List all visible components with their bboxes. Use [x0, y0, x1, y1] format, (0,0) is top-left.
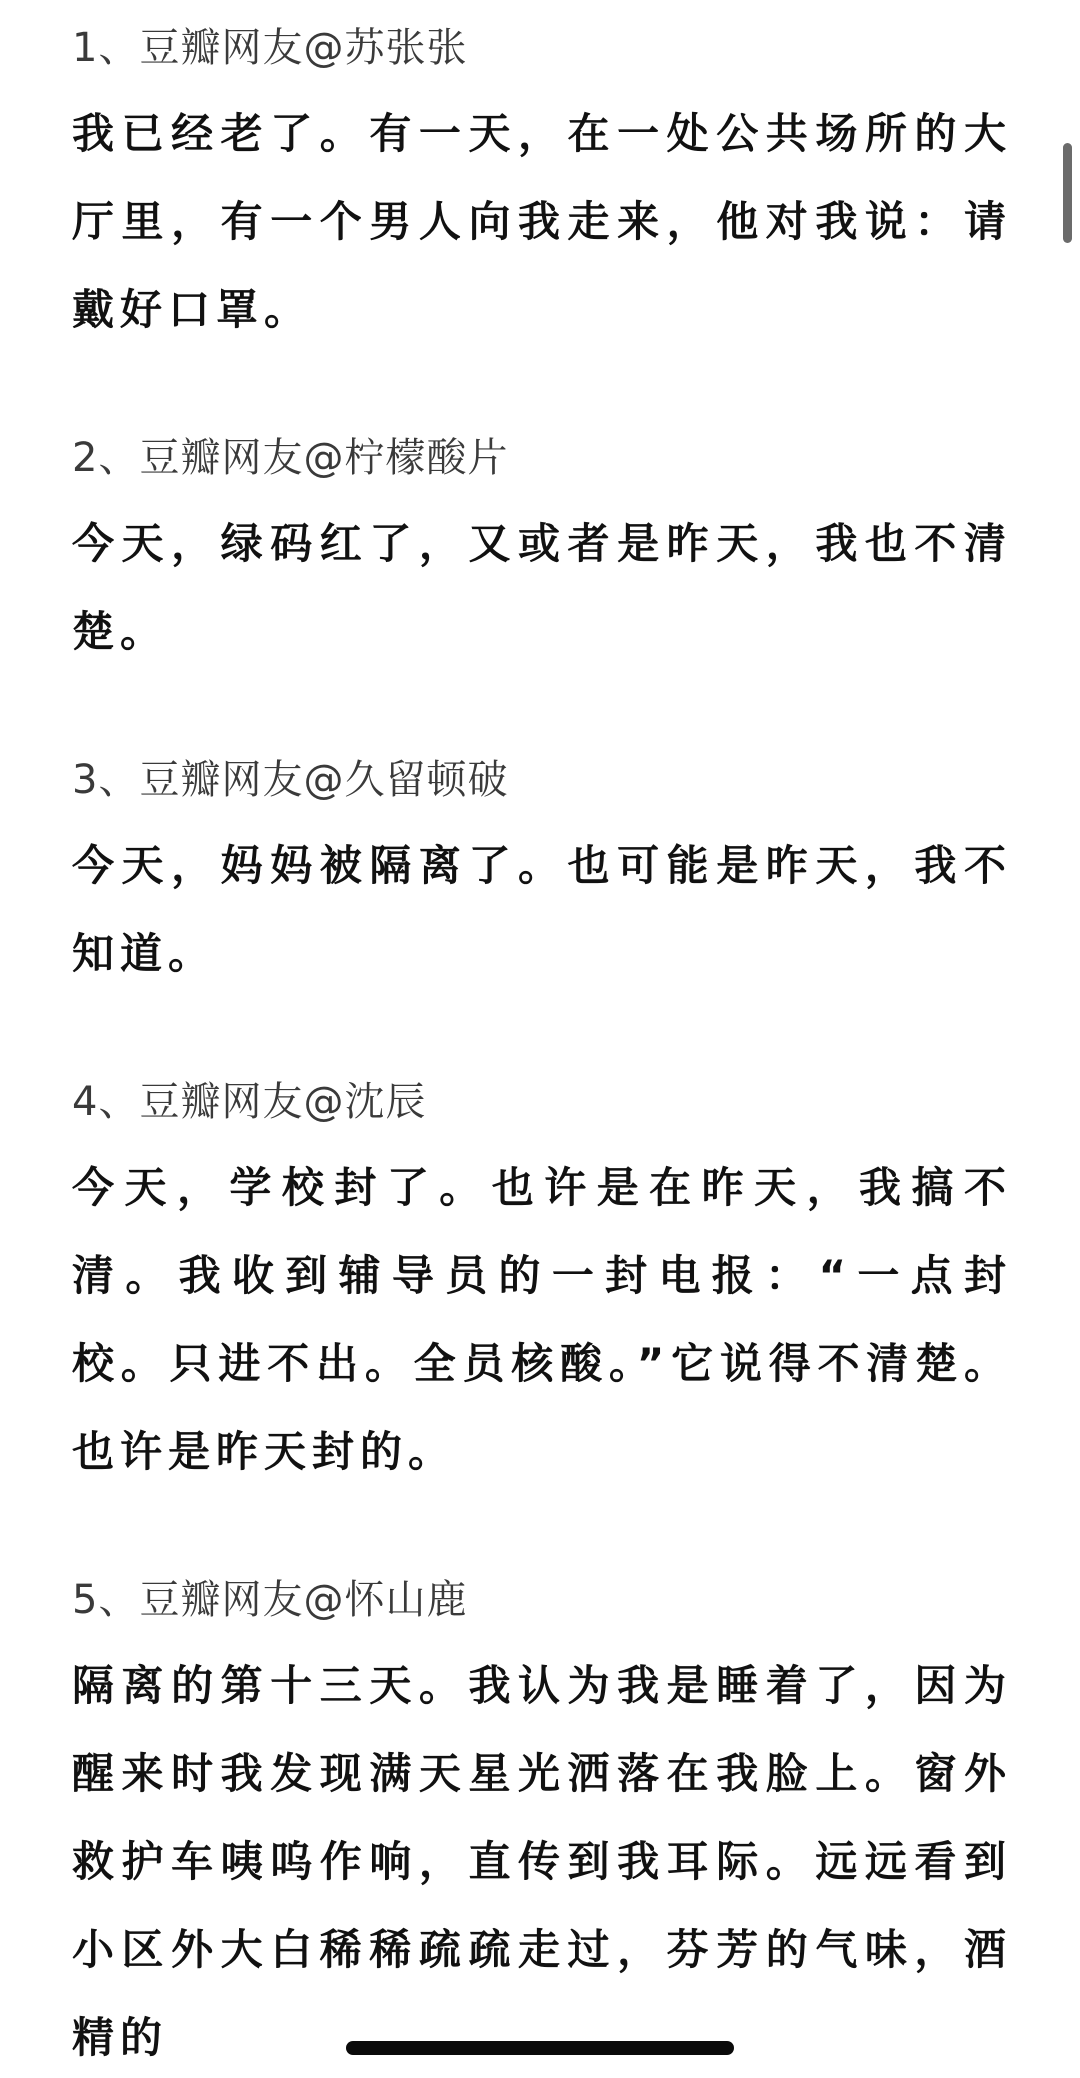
entry-heading: 1、豆瓣网友@苏张张	[72, 25, 468, 71]
list-item	[72, 744, 1012, 998]
entry-heading: 5、豆瓣网友@怀山鹿	[72, 1577, 468, 1623]
entry-body: 今天，绿码红了，又或者是昨天，我也不清楚。	[72, 519, 1012, 656]
entry-heading: 3、豆瓣网友@久留顿破	[72, 757, 509, 803]
article-content	[72, 12, 1012, 2078]
list-item	[72, 1564, 1012, 2078]
list-item	[72, 1066, 1012, 1496]
entry-heading: 2、豆瓣网友@柠檬酸片	[72, 435, 509, 481]
home-indicator[interactable]	[346, 2041, 734, 2055]
entry-heading: 4、豆瓣网友@沈辰	[72, 1079, 427, 1125]
list-item	[72, 12, 1012, 354]
entry-body: 今天，妈妈被隔离了。也可能是昨天，我不知道。	[72, 841, 1012, 978]
entry-body: 今天，学校封了。也许是在昨天，我搞不清。我收到辅导员的一封电报：“一点封校。只进不出。全员核酸。”它说得不清楚。也许是昨天封的。	[72, 1163, 1012, 1476]
scrollbar-thumb[interactable]	[1063, 143, 1072, 243]
entry-body: 隔离的第十三天。我认为我是睡着了，因为醒来时我发现满天星光洒落在我脸上。窗外救护车咦呜作响，直传到我耳际。远远看到小区外大白稀稀疏疏走过，芬芳的气味，酒精的	[72, 1661, 1012, 2062]
entry-body: 我已经老了。有一天，在一处公共场所的大厅里，有一个男人向我走来，他对我说：请戴好口罩。	[72, 109, 1012, 334]
list-item	[72, 422, 1012, 676]
